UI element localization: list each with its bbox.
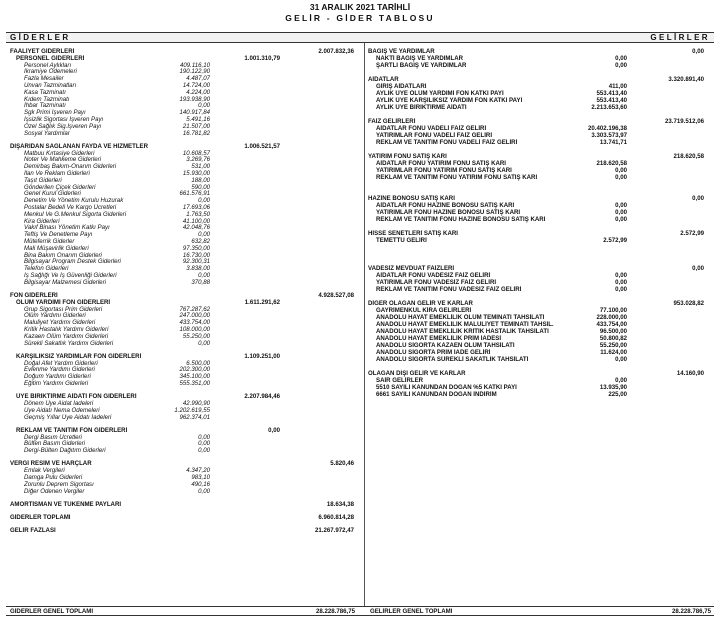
ledger-row xyxy=(368,216,712,224)
amount-c3: 6.960.814,28 xyxy=(318,514,354,521)
row-label: Damga Pulu Giderleri xyxy=(24,474,83,481)
row-label: Bilgisayar Program Destek Giderleri xyxy=(24,258,121,266)
row-label: BAĞIŞ VE YARDIMLAR xyxy=(368,48,435,55)
row-label: Diğer Ödenen Vergiler xyxy=(24,487,85,495)
amount-c1: 0,00 xyxy=(198,272,210,279)
amount-c1: 140.917,84 xyxy=(179,109,210,117)
row-label: Geçmiş Yıllar Üye Aidatı İadeleri xyxy=(24,413,112,421)
amount-c1: 0,00 xyxy=(198,102,210,110)
amount-c1: 13.935,90 xyxy=(599,384,627,391)
amount-c1: 0,00 xyxy=(198,339,210,347)
amount-c1: 96.500,00 xyxy=(599,328,627,335)
amount-c2: 1.611.291,62 xyxy=(244,298,280,306)
amount-c1: 17.693,06 xyxy=(182,204,210,211)
row-label: ANADOLU HAYAT EMEKLİLİK MALULİYET TEMİNATI TAHSİL. xyxy=(376,321,554,328)
amount-c1: 962.374,01 xyxy=(179,413,210,421)
amount-c1: 14.724,00 xyxy=(182,82,210,89)
ledger-row xyxy=(10,380,362,388)
row-label: Fazla Mesailer xyxy=(24,75,64,83)
row-label: AYLIK ÜYE BİRİKTİRME AİDATI xyxy=(376,104,467,111)
row-label: GELİR FAZLASI xyxy=(10,527,56,535)
amount-c1: 433.754,00 xyxy=(596,321,627,328)
row-label: VADESİZ MEVDUAT FAİZLERİ xyxy=(368,265,455,272)
amount-c1: 6.500,00 xyxy=(186,359,210,367)
amount-c3: 218.620,58 xyxy=(673,153,704,160)
row-label: Bülten Basım Giderleri xyxy=(24,440,85,448)
row-label: İlan Ve Reklam Giderleri xyxy=(24,170,90,177)
row-label: ÜYE BİRİKTİRME AİDATI FON GİDERLERİ xyxy=(16,393,137,401)
amount-c3: 2.572,99 xyxy=(680,230,704,237)
row-label: 5510 SAYILI KANUNDAN DOĞAN %5 KATKI PAYI xyxy=(376,384,517,391)
row-label: Özel Sağlık Sig.İşveren Payı xyxy=(24,122,102,130)
row-label: Sürekli Sakatlık Yardımı Giderleri xyxy=(24,339,114,347)
row-label: REKLAM VE TANITIM FONU HAZİNE BONOSU SATIŞ KARI xyxy=(376,216,546,223)
row-label: Doğum Yardımı Giderleri xyxy=(24,373,91,381)
amount-c3: 21.267.972,47 xyxy=(315,527,354,535)
ledger-row xyxy=(10,527,362,535)
row-label: OLAĞAN DIŞI GELİR VE KARLAR xyxy=(368,370,466,377)
row-label: PERSONEL GİDERLERİ xyxy=(16,54,85,62)
amount-c1: 553.413,40 xyxy=(596,90,627,97)
row-label: NAKTİ BAĞIŞ VE YARDIMLAR xyxy=(376,55,464,62)
row-label: İhbar Tazminatı xyxy=(24,102,66,110)
row-label: GİDERLER TOPLAMI xyxy=(10,514,71,521)
amount-c1: 553.413,40 xyxy=(596,97,627,104)
amount-c1: 190.122,90 xyxy=(179,68,210,76)
amount-c1: 228.000,00 xyxy=(596,314,627,321)
amount-c1: 0,00 xyxy=(615,216,627,223)
income-header: GELİRLER xyxy=(650,33,710,42)
amount-c1: 433.754,00 xyxy=(179,319,210,327)
amount-c1: 16.781,82 xyxy=(182,129,210,137)
amount-c1: 13.741,71 xyxy=(599,139,627,146)
ledger-row xyxy=(10,414,362,422)
amount-c1: 50.800,82 xyxy=(599,335,627,342)
amount-c1: 370,88 xyxy=(191,278,210,286)
amount-c3: 4.928.527,08 xyxy=(318,292,354,299)
amount-c1: 0,00 xyxy=(615,62,627,69)
amount-c1: 0,00 xyxy=(615,356,627,363)
ledger-row xyxy=(10,514,362,522)
amount-c1: 92.300,31 xyxy=(182,258,210,266)
amount-c1: 0,00 xyxy=(615,377,627,384)
row-label: YATIRIMLAR FONU YATIRIM FONU SATIŞ KARI xyxy=(376,167,512,174)
totals-footer xyxy=(6,606,714,616)
amount-c1: 409.116,10 xyxy=(179,61,210,69)
amount-c1: 345.100,00 xyxy=(179,373,210,381)
row-label: Dönem Üye Aidat İadeleri xyxy=(24,400,94,407)
expenses-grand-total-value: 28.228.786,75 xyxy=(316,608,355,615)
row-label: Matbuu Kırtasiye Giderleri xyxy=(24,149,95,157)
amount-c3: 953.028,82 xyxy=(673,300,704,307)
row-label: REKLAM VE TANITIM FONU VADELİ FAİZ GELİRİ xyxy=(376,139,518,146)
row-label: 6661 SAYILI KANUNDAN DOĞAN İNDİRİM xyxy=(376,391,497,398)
amount-c3: 2.007.832,36 xyxy=(318,48,354,55)
ledger-row xyxy=(10,488,362,496)
row-label: Müteferrik Giderler xyxy=(24,238,75,245)
row-label: HAZİNE BONOSU SATIŞ KARI xyxy=(368,195,455,202)
row-label: Unvan Tazminatları xyxy=(24,82,77,89)
row-label: ANADOLU SİGORTA PRİM İADE GELİRİ xyxy=(376,349,491,356)
row-label: ANADOLU SİGORTA KAZAEN ÖLÜM TAHSİLATI xyxy=(376,342,515,349)
row-label: Personel Aylıkları xyxy=(24,61,72,69)
ledger-row xyxy=(368,286,712,294)
amount-c1: 55.250,00 xyxy=(599,342,627,349)
row-label: REKLAM VE TANITIM FON GİDERLERİ xyxy=(16,426,128,434)
amount-c1: 411,00 xyxy=(608,83,627,90)
amount-c1: 0,00 xyxy=(615,286,627,293)
amount-c3: 0,00 xyxy=(692,48,704,55)
row-label: DİĞER OLAĞAN GELİR VE KARLAR xyxy=(368,300,473,307)
row-label: AİDATLAR FONU VADELİ FAİZ GELİRİ xyxy=(376,125,487,132)
amount-c1: 1.202.619,55 xyxy=(174,406,210,414)
row-label: Zorunlu Deprem Sigortası xyxy=(24,480,94,488)
amount-c2: 1.001.310,79 xyxy=(244,54,280,62)
row-label: Sosyal Yardımlar xyxy=(24,129,70,137)
amount-c1: 97.350,00 xyxy=(182,244,210,252)
amount-c2: 2.207.984,46 xyxy=(244,393,280,401)
amount-c1: 108.000,00 xyxy=(179,326,210,333)
row-label: Noter Ve Mahkeme Giderleri xyxy=(24,156,101,164)
row-label: TEMETTÜ GELİRİ xyxy=(376,237,427,244)
ledger-row xyxy=(10,279,362,287)
amount-c1: 0,00 xyxy=(615,167,627,174)
row-label: Kazaen Ölüm Yardımı Giderleri xyxy=(24,332,109,340)
income-grand-total-value: 28.228.786,75 xyxy=(672,608,711,615)
amount-c1: 0,00 xyxy=(198,433,210,441)
amount-c1: 55.250,00 xyxy=(182,332,210,340)
row-label: Bina Bakım Onarım Giderleri xyxy=(24,251,102,259)
expenses-header: GİDERLER xyxy=(10,33,71,42)
expenses-grand-total-label: GİDERLER GENEL TOPLAMI xyxy=(10,608,94,615)
amount-c1: 1.763,50 xyxy=(186,210,210,218)
amount-c1: 0,00 xyxy=(198,231,210,239)
ledger-row xyxy=(10,501,362,509)
row-label: YATIRIMLAR FONU VADELİ FAİZ GELİRİ xyxy=(376,132,493,139)
amount-c1: 193.938,90 xyxy=(179,95,210,103)
amount-c3: 0,00 xyxy=(692,265,704,272)
ledger-row xyxy=(10,447,362,455)
amount-c1: 490,16 xyxy=(191,480,210,488)
report-date: 31 ARALIK 2021 TARİHLİ xyxy=(309,2,411,12)
row-label: YATIRIMLAR FONU HAZİNE BONOSU SATIŞ KARI xyxy=(376,209,521,216)
row-label: Vakıf Binası Yönetim Katkı Payı xyxy=(24,224,110,232)
row-label: DIŞARIDAN SAĞLANAN FAYDA VE HİZMETLER xyxy=(10,142,149,150)
amount-c1: 10.608,57 xyxy=(182,149,210,157)
row-label: Dergi-Bülten Dağıtım Giderleri xyxy=(24,447,106,455)
row-label: REKLAM VE TANITIM FONU YATIRIM FONU SATIŞ KARI xyxy=(376,174,538,181)
ledger-row xyxy=(368,104,712,112)
row-label: GAYRİMENKUL KİRA GELİRLERİ xyxy=(376,307,472,314)
amount-c1: 590,00 xyxy=(191,183,210,191)
amount-c1: 188,00 xyxy=(191,176,210,184)
amount-c1: 0,00 xyxy=(615,279,627,286)
row-label: İkramiye Ödemeleri xyxy=(24,68,77,76)
amount-c2: 1.006.521,57 xyxy=(244,142,280,150)
ledger-row xyxy=(368,391,712,399)
amount-c1: 4.487,07 xyxy=(186,75,210,83)
ledger-row xyxy=(368,174,712,182)
amount-c2: 0,00 xyxy=(268,426,280,434)
amount-c3: 3.320.891,40 xyxy=(668,76,704,83)
ledger-row xyxy=(368,356,712,364)
row-label: Ölüm Yardımı Giderleri xyxy=(24,312,86,320)
row-label: AYLIK ÜYE KARŞILIKSIZ YARDIM FON KATKI PAYI xyxy=(376,97,523,104)
amount-c1: 218.620,58 xyxy=(596,160,627,167)
amount-c3: 5.820,46 xyxy=(330,460,354,468)
amount-c1: 3.269,76 xyxy=(186,156,210,164)
row-label: Kira Giderleri xyxy=(24,217,60,225)
amount-c1: 20.402.196,38 xyxy=(588,125,627,132)
amount-c1: 0,00 xyxy=(615,174,627,181)
amount-c3: 0,00 xyxy=(692,195,704,202)
amount-c1: 0,00 xyxy=(198,440,210,448)
row-label: Taşıt Giderleri xyxy=(24,176,62,184)
amount-c1: 983,10 xyxy=(191,474,210,481)
row-label: ANADOLU HAYAT EMEKLİLİK PRİM İADESİ xyxy=(376,335,502,342)
amount-c1: 5.491,16 xyxy=(186,116,210,123)
income-grand-total-label: GELİRLER GENEL TOPLAMI xyxy=(370,608,453,615)
ledger-row xyxy=(368,237,712,245)
row-label: Grup Sigortası Prim Giderleri xyxy=(24,305,103,313)
row-label: Eğitim Yardımı Giderleri xyxy=(24,380,89,387)
ledger-row xyxy=(10,130,362,138)
amount-c1: 2.213.653,60 xyxy=(591,104,627,111)
row-label: Kıdem Tazminatı xyxy=(24,95,70,103)
ledger-row xyxy=(368,139,712,147)
row-label: Dergi Basım Ücretleri xyxy=(24,433,82,441)
column-divider xyxy=(364,43,365,606)
row-label: AİDATLAR xyxy=(368,76,399,83)
amount-c1: 11.624,00 xyxy=(600,349,627,356)
amount-c1: 42.990,90 xyxy=(182,400,210,407)
report-title: GELİR - GİDER TABLOSU xyxy=(285,13,435,23)
row-label: AYLIK ÜYE ÖLÜM YARDIMI FON KATKI PAYI xyxy=(376,90,504,97)
row-label: Emlak Vergileri xyxy=(24,467,65,475)
row-label: HİSSE SENETLERİ SATIŞ KARI xyxy=(368,230,458,237)
row-label: Mali Müşavirlik Giderleri xyxy=(24,244,89,252)
amount-c1: 555.351,00 xyxy=(179,380,210,387)
row-label: YATIRIMLAR FONU VADESİZ FAİZ GELİRİ xyxy=(376,279,497,286)
amount-c1: 4.224,00 xyxy=(186,88,210,96)
row-label: Gönderilen Çiçek Giderleri xyxy=(24,183,96,191)
row-label: Denetim Ve Yönetim Kurulu Huzurak xyxy=(24,197,124,205)
amount-c1: 16.730,00 xyxy=(182,251,210,259)
amount-c1: 0,00 xyxy=(615,272,627,279)
row-label: AİDATLAR FONU YATIRIM FONU SATIŞ KARI xyxy=(376,160,506,167)
amount-c1: 0,00 xyxy=(198,447,210,455)
amount-c3: 18.634,38 xyxy=(326,500,354,508)
row-label: ANADOLU HAYAT EMEKLİLİK ÖLÜM TEMİNATI TAHSİLATI xyxy=(376,314,545,321)
row-label: Maluliyet Yardımı Giderleri xyxy=(24,319,96,327)
row-label: REKLAM VE TANITIM FONU VADESİZ FAİZ GELİRİ xyxy=(376,286,522,293)
row-label: Kritik Hastalık Yardımı Giderleri xyxy=(24,326,109,333)
amount-c1: 247.000,00 xyxy=(179,312,210,320)
amount-c1: 77.100,00 xyxy=(599,307,627,314)
row-label: ÖLÜM YARDIMI FON GİDERLERİ xyxy=(16,298,111,306)
row-label: Kasa Tazminatı xyxy=(24,88,66,96)
amount-c1: 2.572,99 xyxy=(603,237,627,244)
amount-c1: 0,00 xyxy=(198,197,210,205)
row-label: VERGİ RESİM VE HARÇLAR xyxy=(10,460,92,468)
row-label: Evlenme Yardımı Giderleri xyxy=(24,366,95,374)
row-label: Teftiş Ve Denetleme Payı xyxy=(24,231,93,239)
amount-c1: 0,00 xyxy=(198,487,210,495)
amount-c2: 1.109.251,00 xyxy=(244,352,280,360)
amount-c1: 661.576,91 xyxy=(179,190,210,198)
row-label: FON GİDERLERİ xyxy=(10,292,58,299)
amount-c1: 0,00 xyxy=(615,55,627,62)
row-label: ŞARTLI BAĞIŞ VE YARDIMLAR xyxy=(376,62,467,69)
amount-c1: 225,00 xyxy=(608,391,627,398)
row-label: İşsizlik Sigortası İşveren Payı xyxy=(24,116,104,123)
amount-c1: 3.838,00 xyxy=(186,265,210,273)
row-label: Demirbaş Bakım-Onarım Giderleri xyxy=(24,163,117,171)
row-label: AİDATLAR FONU HAZİNE BONOSU SATIŞ KARI xyxy=(376,202,515,209)
row-label: FAİZ GELİRLERİ xyxy=(368,118,416,125)
amount-c1: 15.930,00 xyxy=(182,170,210,177)
row-label: YATIRIM FONU SATIŞ KARI xyxy=(368,153,447,160)
ledger-row xyxy=(10,340,362,348)
amount-c1: 4.347,20 xyxy=(186,467,210,475)
amount-c1: 0,00 xyxy=(615,209,627,216)
row-label: Genel Kurul Giderleri xyxy=(24,190,81,198)
row-label: SAİR GELİRLER xyxy=(376,377,424,384)
row-label: AMORTİSMAN VE TÜKENME PAYLARI xyxy=(10,500,122,508)
row-label: AİDATLAR FONU VADESİZ FAİZ GELİRİ xyxy=(376,272,491,279)
amount-c1: 21.507,00 xyxy=(182,122,210,130)
amount-c1: 42.048,76 xyxy=(182,224,210,232)
row-label: FAALİYET GİDERLERİ xyxy=(10,48,75,55)
ledger-row xyxy=(368,62,712,70)
amount-c1: 632,82 xyxy=(191,238,210,245)
row-label: KARŞILIKSIZ YARDIMLAR FON GİDERLERİ xyxy=(16,352,142,360)
amount-c1: 202.300,00 xyxy=(179,366,210,374)
row-label: Postalar Bedeli Ve Kargo Ücretleri xyxy=(24,204,117,211)
row-label: Menkul Ve G.Menkul Sigorta Giderleri xyxy=(24,210,127,218)
amount-c3: 23.719.512,06 xyxy=(665,118,704,125)
row-label: Doğal Afet Yardım Giderleri xyxy=(24,359,98,367)
row-label: İş Sağlığı Ve İş Güvenliği Giderleri xyxy=(24,272,117,279)
row-label: Sgk Primi İşveren Payı xyxy=(24,109,86,117)
amount-c1: 41.100,00 xyxy=(182,217,210,225)
row-label: Üye Aidatı Nema Ödemeleri xyxy=(24,406,100,414)
row-label: ANADOLU HAYAT EMEKLİLİK KRİTİK HASTALIK TAHSİLATI xyxy=(376,328,549,335)
amount-c1: 3.303.573,97 xyxy=(591,132,627,139)
row-label: GİRİŞ AİDATLARI xyxy=(376,83,427,90)
row-label: Telefon Giderleri xyxy=(24,265,69,273)
amount-c3: 14.160,90 xyxy=(676,370,704,377)
amount-c1: 0,00 xyxy=(615,202,627,209)
row-label: Bilgisayar Malzemesi Giderleri xyxy=(24,278,106,286)
amount-c1: 531,00 xyxy=(191,163,210,171)
amount-c1: 767.287,62 xyxy=(179,305,210,313)
row-label: ANADOLU SİGORTA SÜREKLİ SAKATLIK TAHSİLATI xyxy=(376,356,529,363)
column-header-bar xyxy=(6,32,714,43)
